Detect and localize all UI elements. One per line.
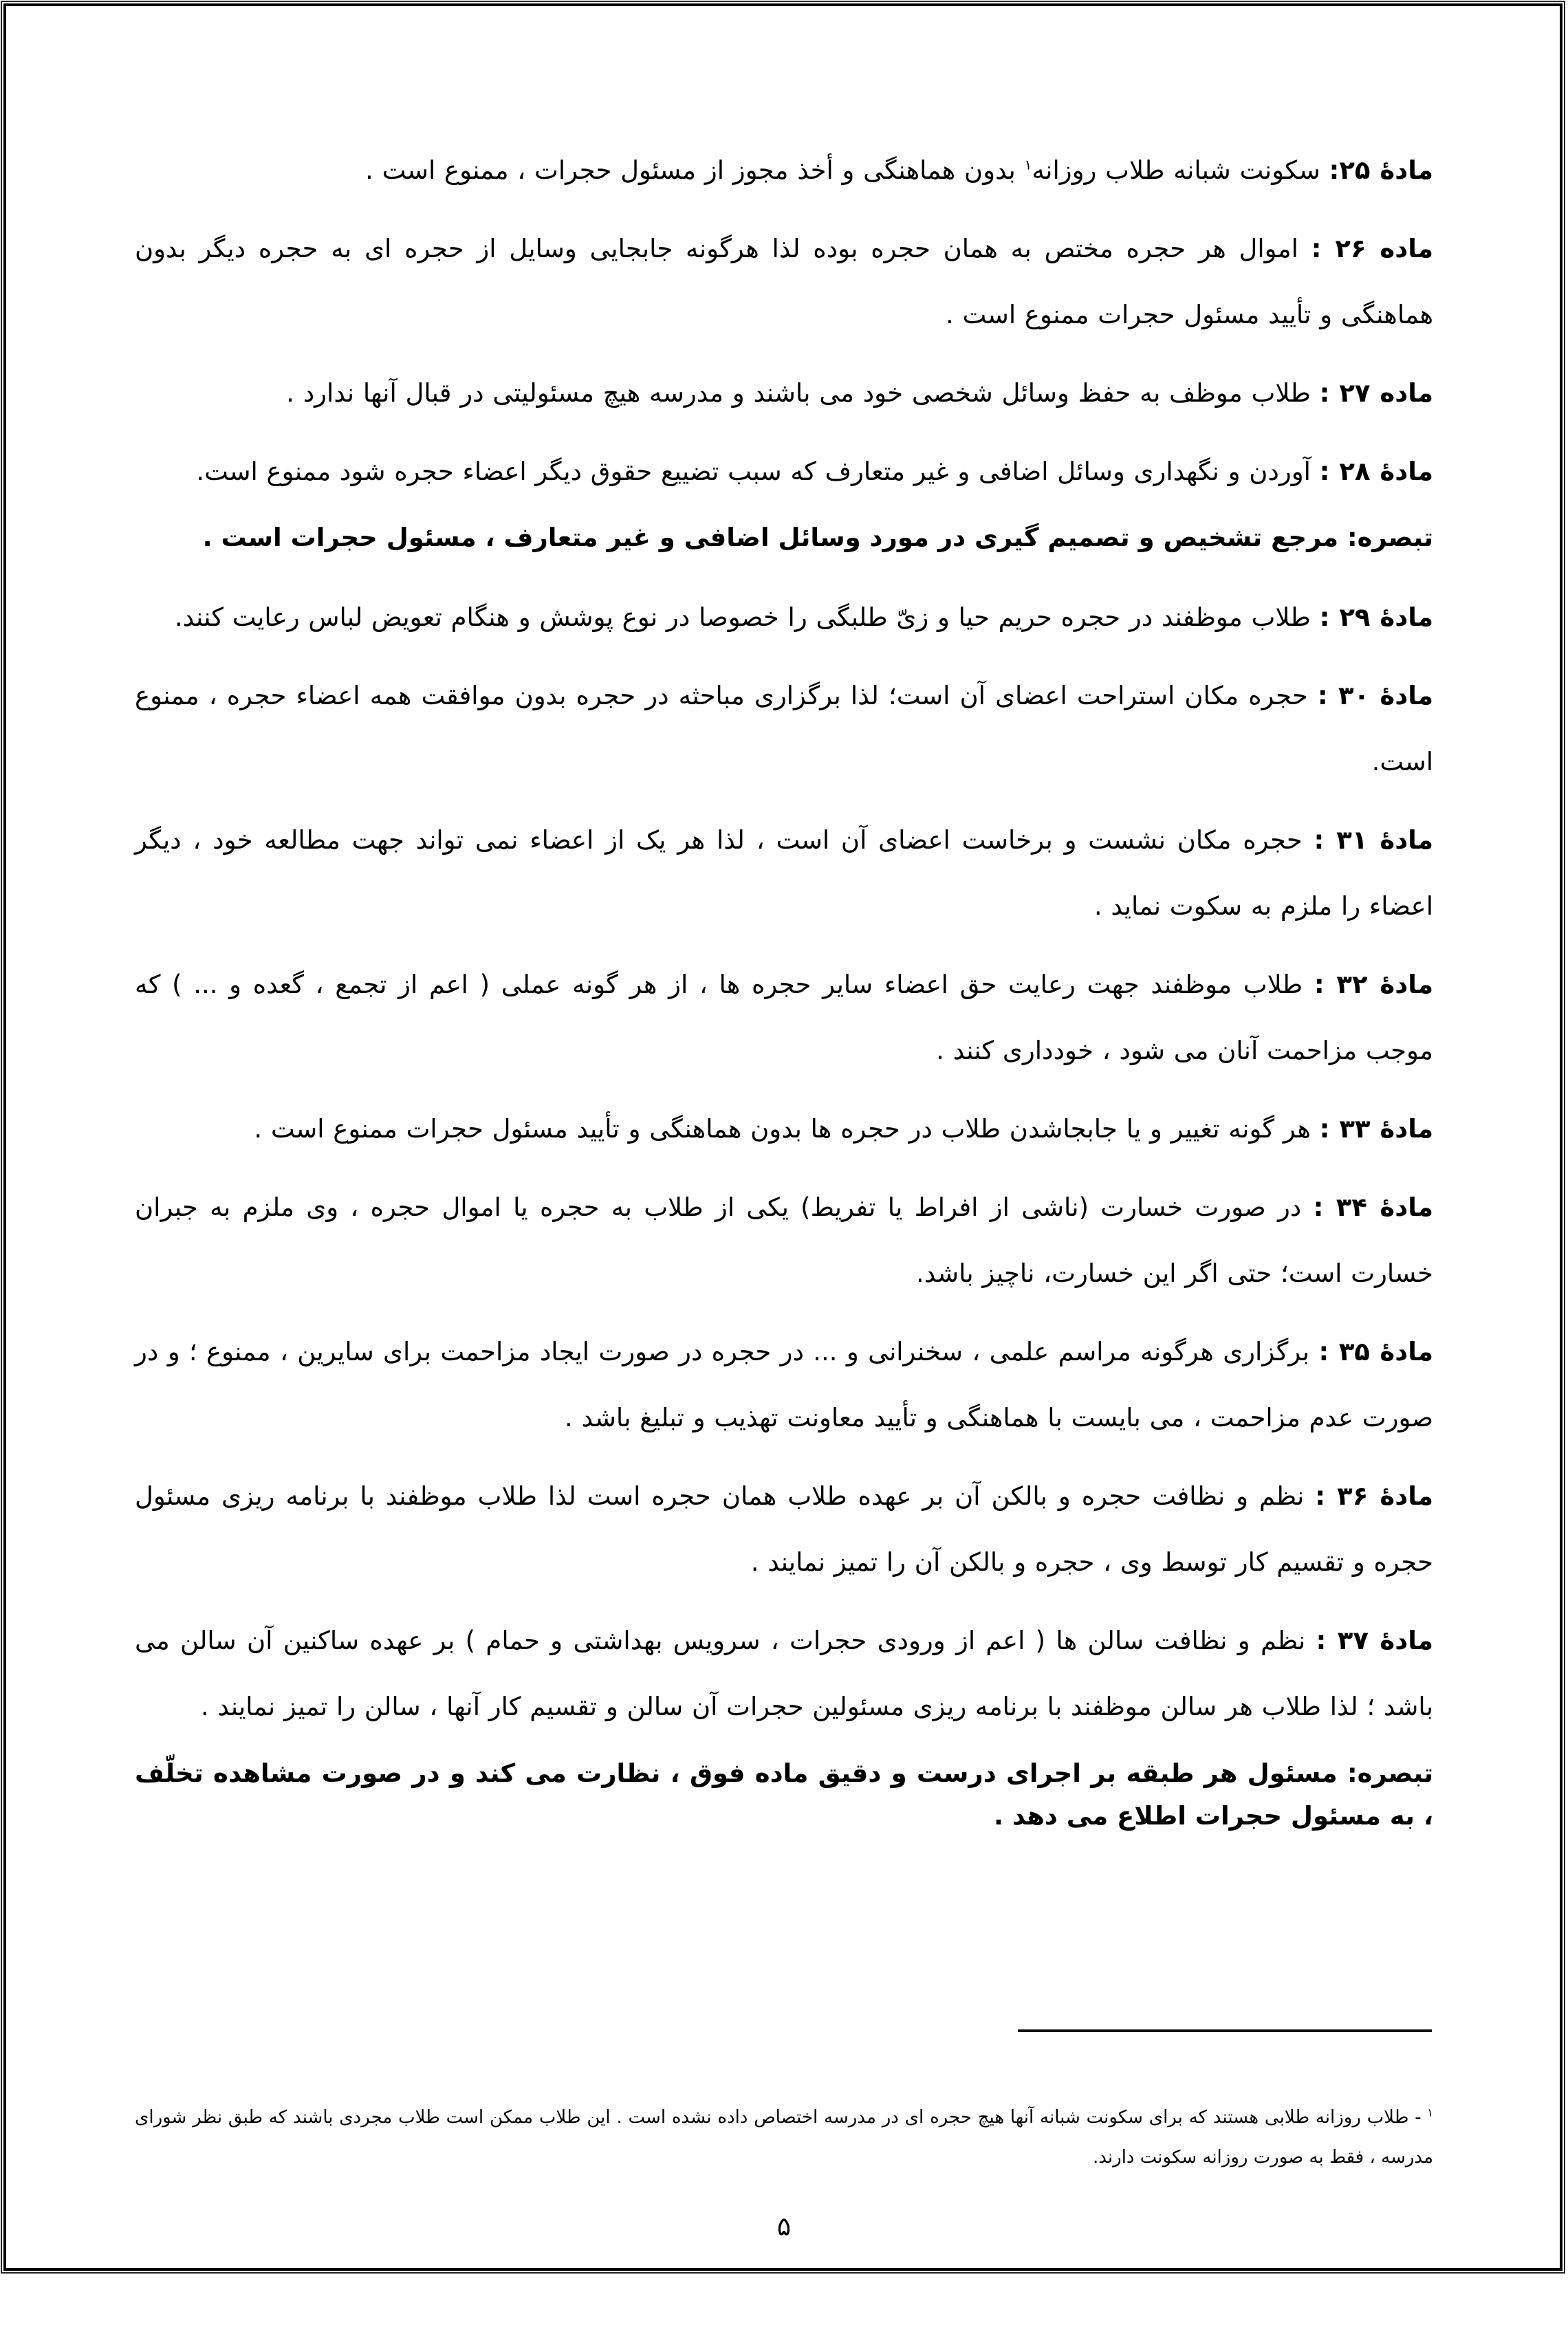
- article-text: هر گونه تغییر و یا جابجاشدن طلاب در حجره ها بدون هماهنگی و تأیید مسئول حجرات ممنوع است .: [254, 1114, 1311, 1144]
- article-35: [135, 1319, 1433, 1451]
- article-text: نظم و نظافت سالن ها ( اعم از ورودی حجرات ، سرویس بهداشتی و حمام ) بر عهده ساکنین آن سالن می باشد ؛ لذا طلاب هر سالن موظفند با برنامه ریزی مسئولین حجرات آن سالن و تقسیم کار آنها ، سالن را تمیز نمایند .: [135, 1626, 1433, 1721]
- article-text: طلاب موظف به حفظ وسائل شخصی خود می باشند و مدرسه هیچ مسئولیتی در قبال آنها ندارد .: [286, 378, 1311, 408]
- article-29: [135, 585, 1433, 651]
- article-37: [135, 1608, 1433, 1740]
- page-number: ۵: [776, 2211, 792, 2241]
- article-label: مادهٔ ۳۴ :: [1313, 1192, 1434, 1222]
- article-text: در صورت خسارت (ناشی از افراط یا تفریط) یکی از طلاب به حجره یا اموال حجره ، وی ملزم به جبران خسارت است؛ حتی اگر این خسارت، ناچیز باشد.: [135, 1192, 1433, 1288]
- footnote-separator-rule: [1018, 2029, 1432, 2032]
- article-32: [135, 952, 1433, 1084]
- article-label: مادهٔ ۲۵:: [1329, 155, 1433, 185]
- article-label: مادهٔ ۳۷ :: [1316, 1626, 1434, 1655]
- article-text: سکونت شبانه طلاب روزانه: [1032, 155, 1320, 185]
- article-label: مادهٔ ۳۰ :: [1317, 681, 1434, 710]
- article-31: [135, 807, 1433, 939]
- article-27: [135, 360, 1433, 426]
- article-text: آوردن و نگهداری وسائل اضافی و غیر متعارف که سبب تضییع حقوق دیگر اعضاء حجره شود ممنوع است.: [196, 457, 1311, 486]
- article-30: [135, 663, 1433, 795]
- article-28: [135, 439, 1433, 505]
- article-text: طلاب موظفند در حجره حریم حیا و زیّ طلبگی را خصوصا در نوع پوشش و هنگام تعویض لباس رعایت کنند.: [174, 602, 1311, 632]
- article-label: مادهٔ ۳۵ :: [1318, 1337, 1433, 1366]
- article-label: مادهٔ ۳۱ :: [1314, 825, 1433, 855]
- footnote: [135, 2097, 1433, 2177]
- article-label: ماده ۲۶ :: [1311, 234, 1434, 263]
- footnote-marker: ۱: [1427, 2106, 1434, 2119]
- article-34: [135, 1175, 1433, 1307]
- article-33: [135, 1096, 1433, 1162]
- article-25: [135, 138, 1433, 204]
- article-text: حجره مکان استراحت اعضای آن است؛ لذا برگزاری مباحثه در حجره بدون موافقت همه اعضاء حجره ، ممنوع است.: [135, 681, 1433, 776]
- footnote-reference[interactable]: ۱: [1024, 156, 1032, 173]
- article-text: حجره مکان نشست و برخاست اعضای آن است ، لذا هر یک از اعضاء نمی تواند جهت مطالعه خود ، دیگر اعضاء را ملزم به سکوت نماید .: [135, 825, 1433, 921]
- note-2: تبصره: مسئول هر طبقه بر اجرای درست و دقیق ماده فوق ، نظارت می کند و در صورت مشاهده تخلّف ، به مسئول حجرات اطلاع می دهد .: [135, 1758, 1433, 1831]
- article-36: [135, 1463, 1433, 1595]
- article-label: مادهٔ ۲۹ :: [1319, 602, 1433, 632]
- article-text: نظم و نظافت حجره و بالکن آن بر عهده طلاب همان حجره است لذا طلاب موظفند با برنامه ریزی مسئول حجره و تقسیم کار توسط وی ، حجره و بالکن آن را تمیز نمایند .: [135, 1481, 1433, 1577]
- article-text: طلاب موظفند جهت رعایت حق اعضاء سایر حجره ها ، از هر گونه عملی ( اعم از تجمع ، گعده و ... ) که موجب مزاحمت آنان می شود ، خودداری کنند .: [135, 970, 1433, 1065]
- article-text: برگزاری هرگونه مراسم علمی ، سخنرانی و ... در حجره در صورت ایجاد مزاحمت برای سایرین ، ممنوع ؛ و در صورت عدم مزاحمت ، می بایست با هماهنگی و تأیید معاونت تهذیب و تبلیغ باشد .: [135, 1337, 1433, 1432]
- document-body: [135, 138, 1433, 1857]
- note-1: تبصره: مرجع تشخیص و تصمیم گیری در مورد وسائل اضافی و غیر متعارف ، مسئول حجرات است .: [202, 523, 1433, 552]
- article-label: مادهٔ ۳۳ :: [1319, 1114, 1433, 1144]
- article-label: مادهٔ ۳۲ :: [1314, 970, 1433, 999]
- article-label: مادهٔ ۳۶ :: [1315, 1481, 1434, 1511]
- article-label: مادهٔ ۲۸ :: [1319, 457, 1433, 486]
- article-label: ماده ۲۷ :: [1319, 378, 1433, 408]
- article-text: اموال هر حجره مختص به همان حجره بوده لذا هرگونه جابجایی وسایل از حجره ای به حجره دیگر بدون هماهنگی و تأیید مسئول حجرات ممنوع است .: [135, 234, 1433, 329]
- article-26: [135, 216, 1433, 348]
- footnote-text: - طلاب روزانه طلابی هستند که برای سکونت شبانه آنها هیچ حجره ای در مدرسه اختصاص داده نشده است . این طلاب ممکن است طلاب مجردی باشند که طبق نظر شورای مدرسه ، فقط به صورت روزانه سکونت دارند.: [135, 2107, 1433, 2168]
- article-text: بدون هماهنگی و أخذ مجوز از مسئول حجرات ، ممنوع است .: [365, 155, 1016, 185]
